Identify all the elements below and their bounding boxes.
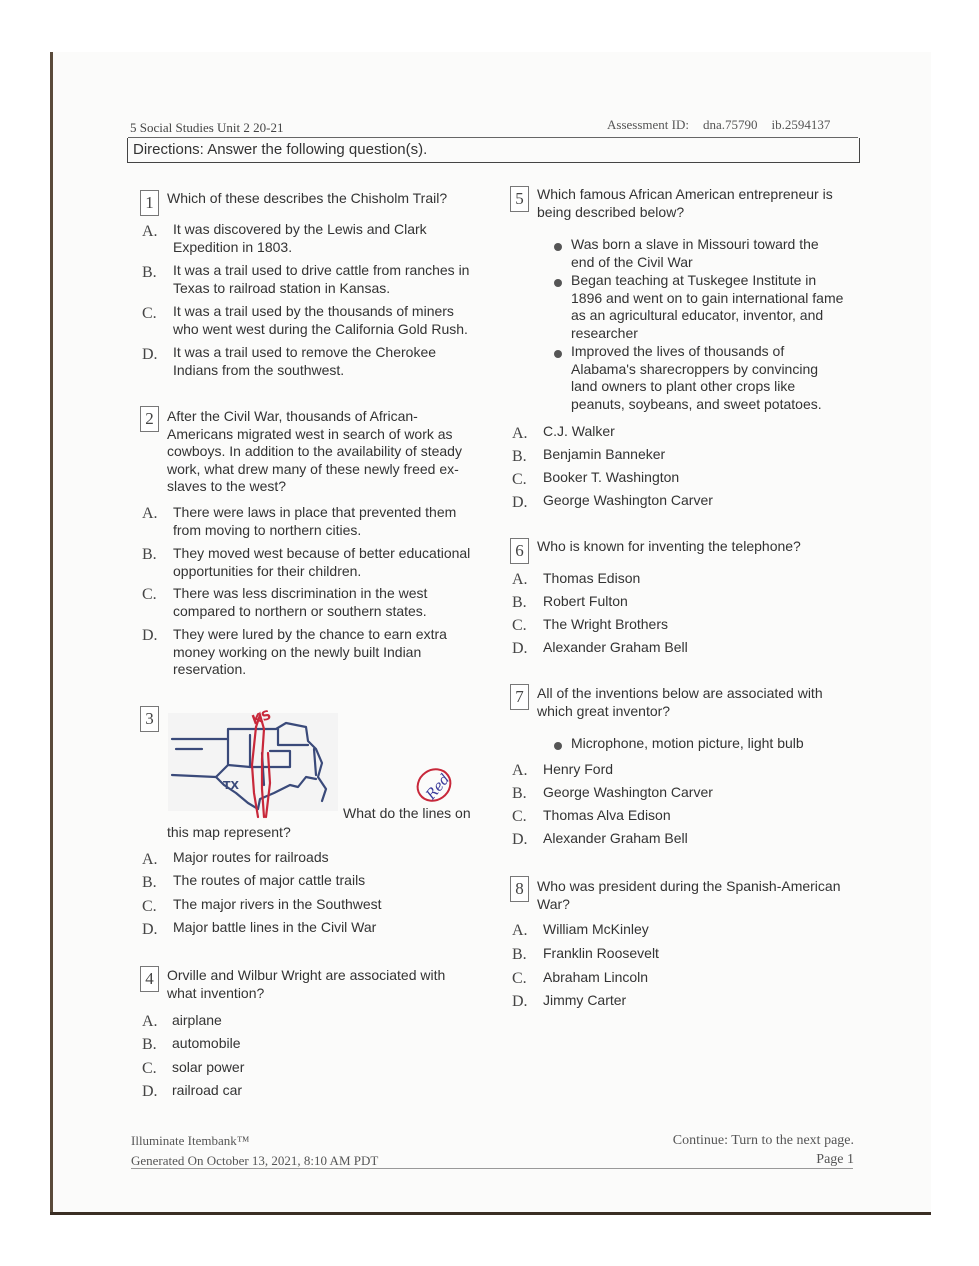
q8-option-a-letter: A. bbox=[512, 922, 528, 939]
q1-option-c[interactable]: It was a trail used by the thousands of miners who went west during the California Gold Rush. bbox=[173, 303, 468, 337]
q1-option-b-letter: B. bbox=[142, 264, 157, 281]
bullet-icon bbox=[554, 243, 562, 251]
q8-option-d-letter: D. bbox=[512, 993, 528, 1010]
q5-option-b[interactable]: Benjamin Banneker bbox=[543, 446, 666, 462]
q6-option-d[interactable]: Alexander Graham Bell bbox=[543, 639, 688, 655]
q5-option-a[interactable]: C.J. Walker bbox=[543, 423, 615, 439]
red-circle-annotation bbox=[412, 764, 456, 808]
bullet-icon bbox=[554, 742, 562, 750]
q7-option-d[interactable]: Alexander Graham Bell bbox=[543, 830, 688, 846]
q6-option-c[interactable]: The Wright Brothers bbox=[543, 616, 669, 632]
q4-option-c[interactable]: solar power bbox=[172, 1059, 245, 1075]
red-handwritten-word: Red bbox=[423, 771, 454, 803]
question-number-2: 2 bbox=[140, 406, 159, 432]
question-3-text-cont: this map represent? bbox=[167, 824, 291, 840]
footer-brand: Illuminate Itembank™ bbox=[131, 1133, 250, 1148]
q2-option-d[interactable]: They were lured by the chance to earn extra money working on the newly built Indian reservation. bbox=[173, 626, 447, 677]
bullet-icon bbox=[554, 350, 562, 358]
q4-option-d-letter: D. bbox=[142, 1083, 158, 1100]
footer-page-number: Page 1 bbox=[816, 1152, 854, 1167]
q3-option-a[interactable]: Major routes for railroads bbox=[173, 849, 329, 865]
question-5-text: Which famous African American entrepreneur is being described below? bbox=[537, 186, 833, 220]
q6-option-c-letter: C. bbox=[512, 617, 527, 634]
q7-option-b-letter: B. bbox=[512, 785, 527, 802]
assessment-id-line bbox=[607, 117, 830, 133]
q8-option-c[interactable]: Abraham Lincoln bbox=[543, 969, 649, 985]
q5-option-d[interactable]: George Washington Carver bbox=[543, 492, 713, 508]
q1-option-d[interactable]: It was a trail used to remove the Cherokee Indians from the southwest. bbox=[173, 344, 437, 378]
q7-option-c-letter: C. bbox=[512, 808, 527, 825]
q3-option-c[interactable]: The major rivers in the Southwest bbox=[173, 896, 382, 912]
q5-option-b-letter: B. bbox=[512, 448, 527, 465]
question-number-6: 6 bbox=[510, 538, 529, 564]
q8-option-c-letter: C. bbox=[512, 970, 527, 987]
item-bank-id: ib.2594137 bbox=[771, 117, 831, 132]
assessment-id: dna.75790 bbox=[702, 117, 758, 132]
q8-option-b-letter: B. bbox=[512, 946, 527, 963]
q3-option-d[interactable]: Major battle lines in the Civil War bbox=[173, 919, 377, 935]
q2-option-b[interactable]: They moved west because of better educational opportunities for their children. bbox=[173, 545, 471, 579]
q4-option-a-letter: A. bbox=[142, 1013, 158, 1030]
question-number-7: 7 bbox=[510, 684, 529, 710]
map-label-tx: TX bbox=[223, 779, 239, 792]
q8-option-d[interactable]: Jimmy Carter bbox=[543, 992, 627, 1008]
question-4-text: Orville and Wilbur Wright are associated with what invention? bbox=[167, 967, 446, 1001]
q7-option-a[interactable]: Henry Ford bbox=[543, 761, 614, 777]
question-8-text: Who was president during the Spanish-American War? bbox=[537, 878, 841, 912]
q6-option-a-letter: A. bbox=[512, 571, 528, 588]
question-3-text: What do the lines on bbox=[343, 805, 471, 821]
cattle-trails-map bbox=[166, 705, 341, 820]
question-number-3: 3 bbox=[140, 706, 159, 732]
question-6-text: Who is known for inventing the telephone? bbox=[537, 538, 801, 554]
q7-option-c[interactable]: Thomas Alva Edison bbox=[543, 807, 671, 823]
footer-generated: Generated On October 13, 2021, 8:10 AM PDT bbox=[131, 1153, 379, 1168]
q5-bullet-2: Began teaching at Tuskegee Institute in 1896 and went on to gain international fame as an agricultural educator, inventor, and researcher bbox=[571, 272, 844, 341]
q1-option-a[interactable]: It was discovered by the Lewis and Clark Expedition in 1803. bbox=[173, 221, 427, 255]
q2-option-b-letter: B. bbox=[142, 546, 157, 563]
map-label-ks: KS bbox=[249, 707, 274, 729]
q5-option-c[interactable]: Booker T. Washington bbox=[543, 469, 680, 485]
q6-option-d-letter: D. bbox=[512, 640, 528, 657]
q2-option-a[interactable]: There were laws in place that prevented them from moving to northern cities. bbox=[173, 504, 457, 538]
q4-option-b-letter: B. bbox=[142, 1036, 157, 1053]
q3-option-b[interactable]: The routes of major cattle trails bbox=[173, 872, 366, 888]
q4-option-d[interactable]: railroad car bbox=[172, 1082, 243, 1098]
q7-option-d-letter: D. bbox=[512, 831, 528, 848]
q5-option-a-letter: A. bbox=[512, 425, 528, 442]
q2-option-c-letter: C. bbox=[142, 586, 157, 603]
footer-continue: Continue: Turn to the next page. bbox=[672, 1133, 854, 1148]
q8-option-b[interactable]: Franklin Roosevelt bbox=[543, 945, 659, 961]
q6-option-b-letter: B. bbox=[512, 594, 527, 611]
q2-option-a-letter: A. bbox=[142, 505, 158, 522]
q1-option-b[interactable]: It was a trail used to drive cattle from ranches in Texas to railroad station in Kansas. bbox=[173, 262, 470, 296]
question-number-5: 5 bbox=[510, 186, 529, 212]
q4-option-a[interactable]: airplane bbox=[172, 1012, 222, 1028]
q5-bullet-1: Was born a slave in Missouri toward the end of the Civil War bbox=[571, 236, 819, 270]
question-number-1: 1 bbox=[140, 190, 159, 216]
q1-option-a-letter: A. bbox=[142, 223, 158, 240]
q6-option-b[interactable]: Robert Fulton bbox=[543, 593, 628, 609]
q3-option-b-letter: B. bbox=[142, 874, 157, 891]
question-number-8: 8 bbox=[510, 876, 529, 902]
q3-option-a-letter: A. bbox=[142, 851, 158, 868]
q6-option-a[interactable]: Thomas Edison bbox=[543, 570, 641, 586]
q7-option-a-letter: A. bbox=[512, 762, 528, 779]
q5-option-c-letter: C. bbox=[512, 471, 527, 488]
q8-option-a[interactable]: William McKinley bbox=[543, 921, 649, 937]
q4-option-b[interactable]: automobile bbox=[172, 1035, 241, 1051]
q3-option-c-letter: C. bbox=[142, 898, 157, 915]
q4-option-c-letter: C. bbox=[142, 1060, 157, 1077]
q1-option-c-letter: C. bbox=[142, 305, 157, 322]
test-title: 5 Social Studies Unit 2 20-21 bbox=[130, 120, 284, 135]
q7-bullet-1: Microphone, motion picture, light bulb bbox=[571, 735, 804, 751]
question-1-text: Which of these describes the Chisholm Trail? bbox=[167, 190, 448, 206]
directions-box: Directions: Answer the following question(s). bbox=[127, 138, 860, 163]
question-number-4: 4 bbox=[140, 966, 159, 992]
question-7-text: All of the inventions below are associated with which great inventor? bbox=[537, 685, 823, 719]
q2-option-d-letter: D. bbox=[142, 627, 158, 644]
q3-option-d-letter: D. bbox=[142, 921, 158, 938]
q7-option-b[interactable]: George Washington Carver bbox=[543, 784, 713, 800]
q1-option-d-letter: D. bbox=[142, 346, 158, 363]
footer-rule bbox=[131, 1168, 853, 1169]
q5-option-d-letter: D. bbox=[512, 494, 528, 511]
q2-option-c[interactable]: There was less discrimination in the west compared to northern or southern states. bbox=[173, 585, 428, 619]
assessment-id-label: Assessment ID: bbox=[607, 117, 689, 132]
q5-bullet-3: Improved the lives of thousands of Alabama's sharecroppers by convincing land owners to plant other crops like peanuts, soybeans, and sweet potatoes. bbox=[571, 343, 822, 412]
question-2-text: After the Civil War, thousands of African- Americans migrated west in search of work as cowboys. In addition to the availability of steady work, what drew many of these newly freed ex- slaves to the west? bbox=[167, 408, 462, 494]
bullet-icon bbox=[554, 279, 562, 287]
